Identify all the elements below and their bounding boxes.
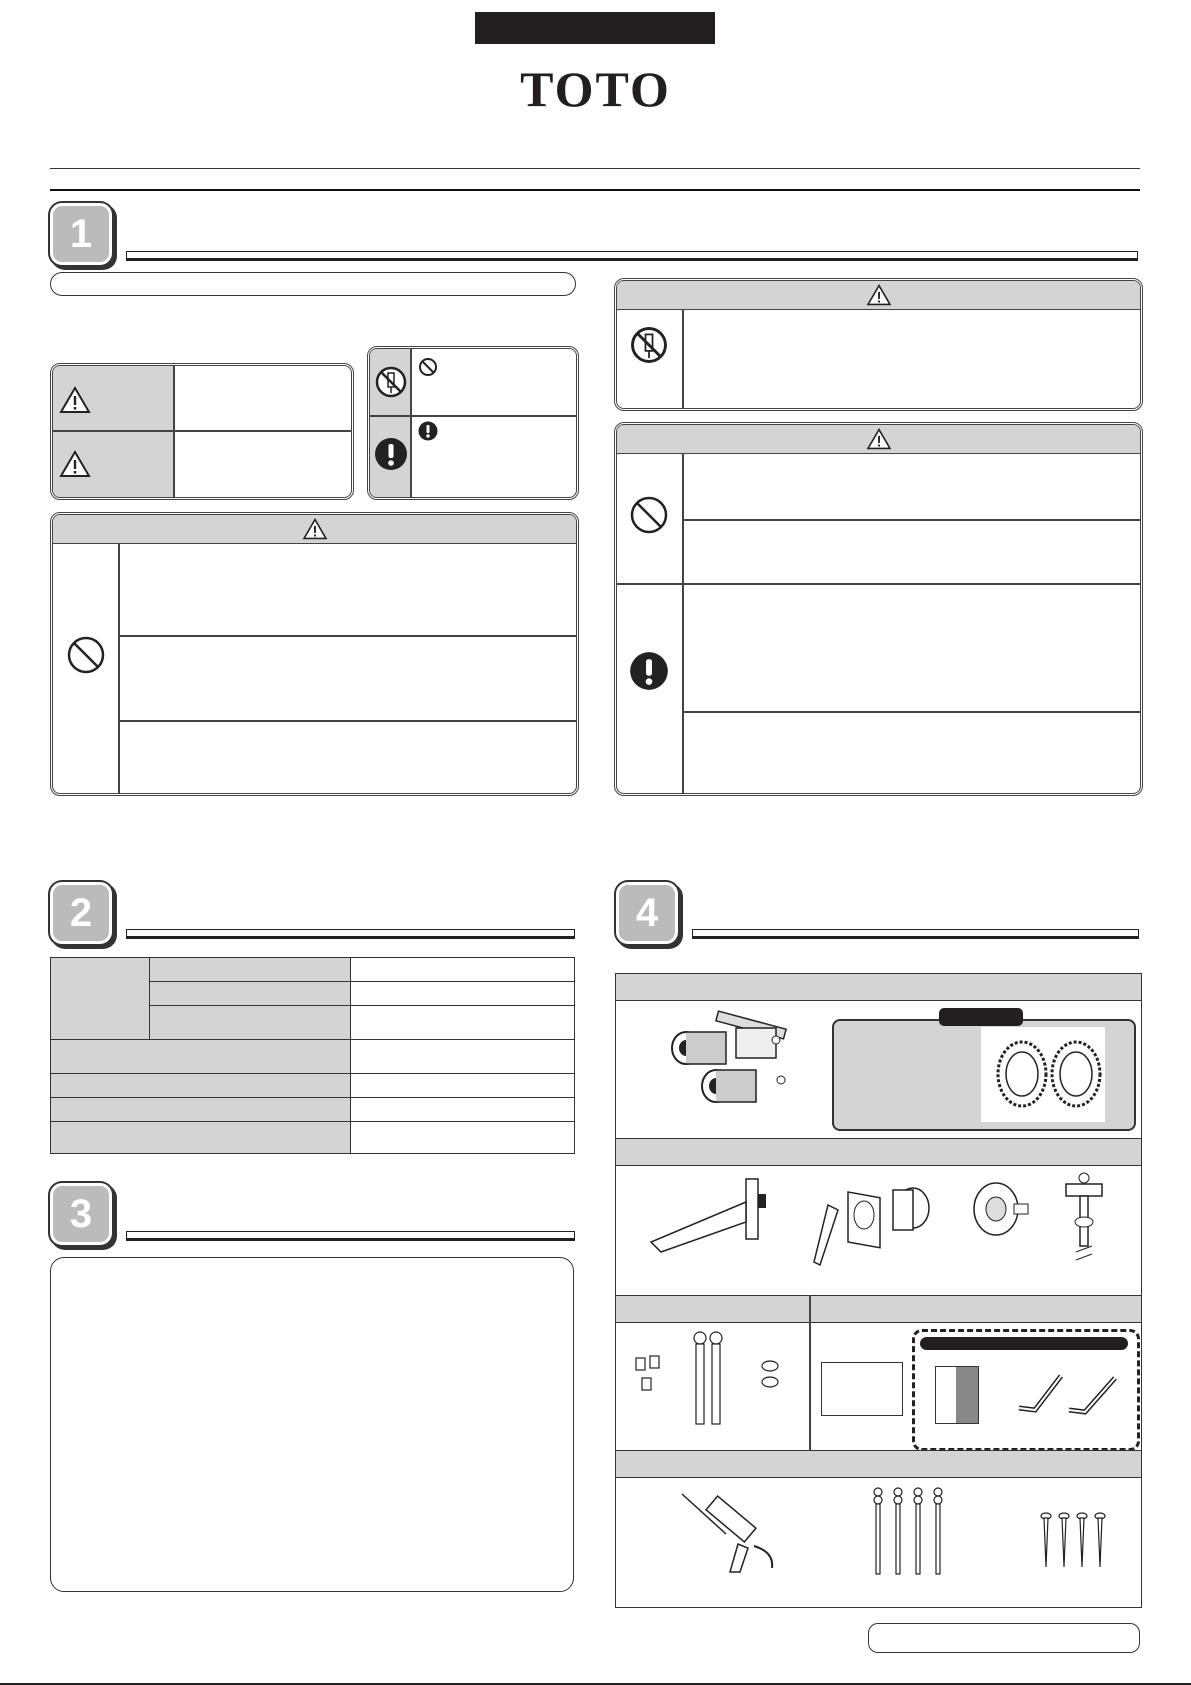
exclamation-icon [418,421,438,441]
warning-triangle-icon [59,450,91,478]
warning-triangle-icon [866,284,892,306]
gasket-illustration [996,1039,1106,1109]
spec-group-label [51,958,150,1040]
spec-value [351,1074,575,1098]
spec-table [50,957,575,1154]
screws-illustration [630,1330,800,1440]
spec-value [351,1040,575,1074]
hex-key-illustration [1015,1368,1125,1418]
no-disassemble-icon [374,365,408,399]
booklet-illustration [935,1366,979,1424]
spec-value [351,1006,575,1040]
header-black-bar [475,12,715,44]
drain-illustration [1056,1170,1116,1270]
section-3-rule [126,1231,575,1241]
section-1-badge: 1 [50,203,112,265]
warning-triangle-icon [302,518,328,540]
parts-header [616,974,1141,1001]
section-1-rule [126,251,1138,261]
spec-value [351,982,575,1006]
caution-panel-header [617,425,1140,454]
valve-body-illustration [656,1010,806,1110]
toto-logo: TOTO [520,61,671,117]
spec-label [51,1074,351,1098]
parts-header [616,1450,1141,1478]
warning-triangle-icon [866,428,892,450]
header-rule-top [50,168,1140,169]
warning-panel-right-top [614,278,1143,411]
caulking-gun-illustration [676,1486,786,1576]
exclamation-icon [629,651,669,691]
spec-label [51,1040,351,1074]
wood-screws-illustration [1038,1512,1108,1572]
signal-word-box [50,363,354,500]
no-disassemble-icon [629,325,669,365]
anchor-bolts-illustration [868,1486,958,1576]
section-4-rule [692,929,1139,939]
spec-value [351,1122,575,1154]
spec-value [351,958,575,982]
spec-label [150,958,351,982]
prohibit-icon [629,495,669,535]
diverter-illustration [966,1174,1036,1244]
exclamation-icon [374,437,408,471]
spec-label [51,1122,351,1154]
warning-triangle-icon [59,386,91,414]
warning-panel-left [50,512,579,796]
header-rule-bottom [50,189,1140,191]
spout-illustration [641,1174,781,1264]
symbol-legend-box [367,346,579,500]
prohibit-icon [66,635,106,675]
section-3-badge: 3 [50,1183,112,1245]
section-2-badge: 2 [50,882,112,944]
accessory-dashed-group [912,1329,1140,1451]
manual-illustration [821,1362,903,1416]
warning-panel-header [53,515,576,544]
parts-header [616,1295,1141,1323]
footer-pill [868,1623,1140,1653]
parts-header [616,1138,1141,1166]
section-2-rule [126,929,575,939]
spec-label [51,1098,351,1122]
warning-panel-header [617,281,1140,310]
spec-value [351,1098,575,1122]
spec-label [150,1006,351,1040]
section-1-subtitle-pill [50,272,576,296]
gasket-callout [832,1019,1136,1131]
prohibit-icon [418,357,438,377]
spec-label [150,982,351,1006]
section-4-badge: 4 [616,882,678,944]
handle-illustration [808,1170,938,1270]
parts-list-box [615,973,1142,1608]
section-3-content-box [50,1257,574,1592]
gasket-callout-tag [939,1008,1023,1026]
caution-panel-right [614,422,1143,796]
